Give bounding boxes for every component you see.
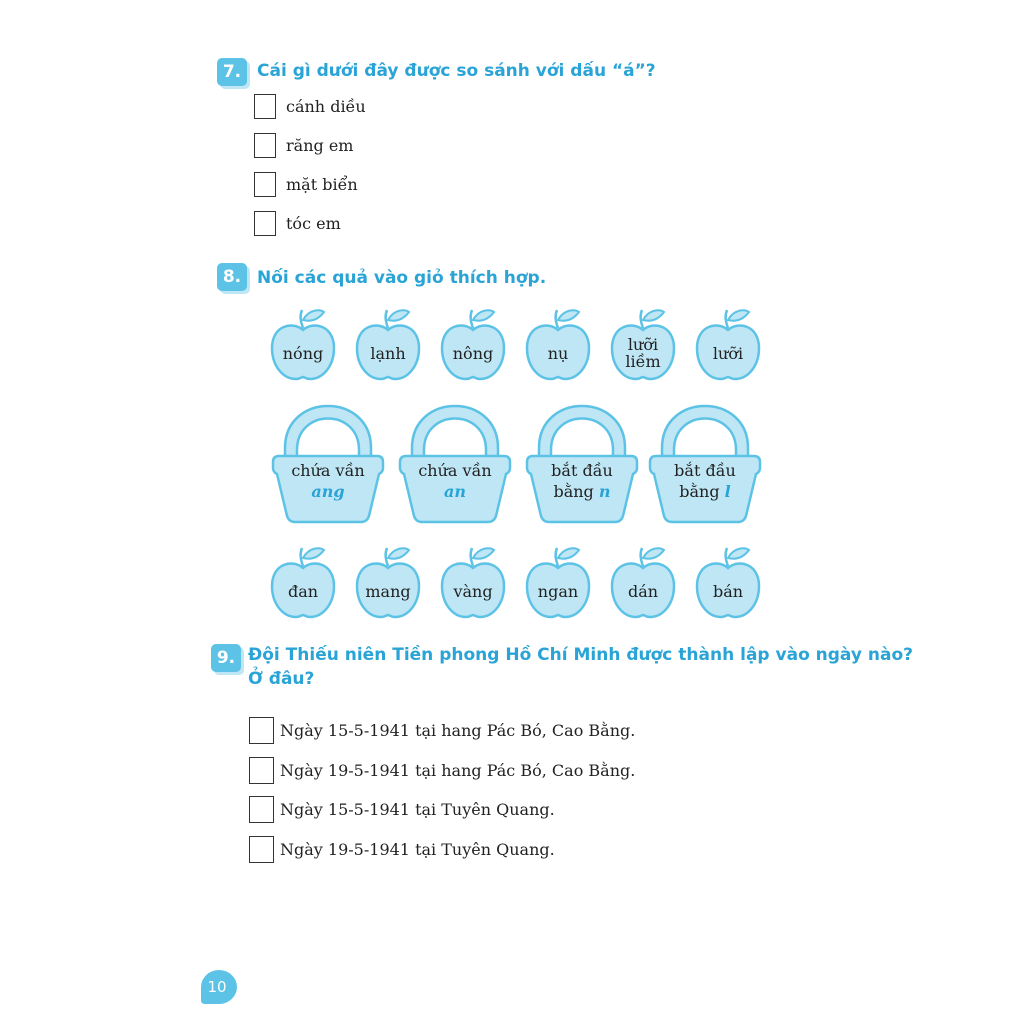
answer-option-9-2[interactable] — [249, 757, 635, 784]
fruit-label: lạnh — [370, 343, 406, 363]
fruit-label: đan — [287, 581, 319, 601]
answer-option-9-4[interactable] — [249, 836, 555, 863]
answer-option-7-2[interactable] — [254, 133, 353, 158]
basket-label — [396, 460, 514, 502]
answer-option-7-1[interactable] — [254, 94, 366, 119]
answer-option-7-3[interactable] — [254, 172, 358, 197]
question-title-9-line1: Đội Thiếu niên Tiền phong Hồ Chí Minh được thành lập vào ngày nào? — [248, 645, 914, 665]
fruit-bottom-3[interactable] — [439, 544, 507, 620]
fruit-top-3[interactable] — [439, 306, 507, 382]
answer-option-7-4[interactable] — [254, 211, 341, 236]
fruit-bottom-4[interactable] — [524, 544, 592, 620]
fruit-bottom-1[interactable] — [269, 544, 337, 620]
fruit-label: nóng — [282, 343, 324, 363]
answer-checkbox[interactable] — [249, 717, 274, 744]
fruit-label: bán — [712, 581, 744, 601]
basket-highlight: ang — [311, 482, 345, 501]
answer-option-9-1[interactable] — [249, 717, 635, 744]
basket-4[interactable] — [646, 396, 764, 524]
basket-label-line1: bắt đầu — [674, 461, 736, 480]
basket-label-line2: bằng — [553, 482, 594, 501]
question-title-9 — [248, 643, 913, 691]
question-number-8: 8. — [217, 263, 247, 291]
fruit-top-2[interactable] — [354, 306, 422, 382]
answer-checkbox[interactable] — [249, 836, 274, 863]
answer-label: Ngày 19-5-1941 tại Tuyên Quang. — [280, 840, 555, 859]
page-number — [201, 970, 237, 1004]
question-number-9: 9. — [211, 644, 241, 672]
fruit-top-5[interactable] — [609, 306, 677, 382]
basket-2[interactable] — [396, 396, 514, 524]
fruit-label: nông — [452, 343, 494, 363]
question-title-8: Nối các quả vào giỏ thích hợp. — [257, 268, 547, 288]
answer-label: mặt biển — [286, 175, 358, 194]
fruit-top-1[interactable] — [269, 306, 337, 382]
basket-highlight: n — [598, 482, 611, 501]
answer-checkbox[interactable] — [254, 94, 276, 119]
fruit-label: lưỡi — [712, 343, 744, 363]
basket-highlight: an — [444, 482, 466, 501]
fruit-bottom-5[interactable] — [609, 544, 677, 620]
fruit-label: lưỡi liềm — [625, 335, 661, 371]
answer-checkbox[interactable] — [254, 133, 276, 158]
answer-label: Ngày 15-5-1941 tại Tuyên Quang. — [280, 800, 555, 819]
basket-label-line1: bắt đầu — [551, 461, 613, 480]
answer-label: tóc em — [286, 214, 341, 233]
fruit-bottom-2[interactable] — [354, 544, 422, 620]
question-title-9-line2: Ở đâu? — [248, 669, 315, 689]
page-number-text: 10 — [207, 978, 227, 996]
basket-label — [646, 460, 764, 502]
fruit-top-6[interactable] — [694, 306, 762, 382]
basket-label — [523, 460, 641, 502]
basket-3[interactable] — [523, 396, 641, 524]
answer-checkbox[interactable] — [254, 211, 276, 236]
basket-label-line1: chứa vần — [291, 461, 365, 480]
answer-label: Ngày 19-5-1941 tại hang Pác Bó, Cao Bằng. — [280, 761, 636, 780]
answer-label: cánh diều — [286, 97, 366, 116]
answer-checkbox[interactable] — [249, 757, 274, 784]
answer-checkbox[interactable] — [254, 172, 276, 197]
question-number-7: 7. — [217, 58, 247, 86]
fruit-label: dán — [627, 581, 659, 601]
answer-option-9-3[interactable] — [249, 796, 555, 823]
basket-highlight: l — [724, 482, 731, 501]
basket-1[interactable] — [269, 396, 387, 524]
answer-label: Ngày 15-5-1941 tại hang Pác Bó, Cao Bằng. — [280, 721, 636, 740]
fruit-top-4[interactable] — [524, 306, 592, 382]
answer-label: răng em — [286, 136, 354, 155]
basket-label-line1: chứa vần — [418, 461, 492, 480]
question-title-7: Cái gì dưới đây được so sánh với dấu “á”? — [257, 61, 656, 81]
answer-checkbox[interactable] — [249, 796, 274, 823]
fruit-bottom-6[interactable] — [694, 544, 762, 620]
fruit-label: ngan — [537, 581, 579, 601]
basket-label-line2: bằng — [679, 482, 720, 501]
basket-label — [269, 460, 387, 502]
fruit-label: mang — [365, 581, 411, 601]
fruit-label: nụ — [547, 343, 569, 363]
fruit-label: vàng — [453, 581, 493, 601]
